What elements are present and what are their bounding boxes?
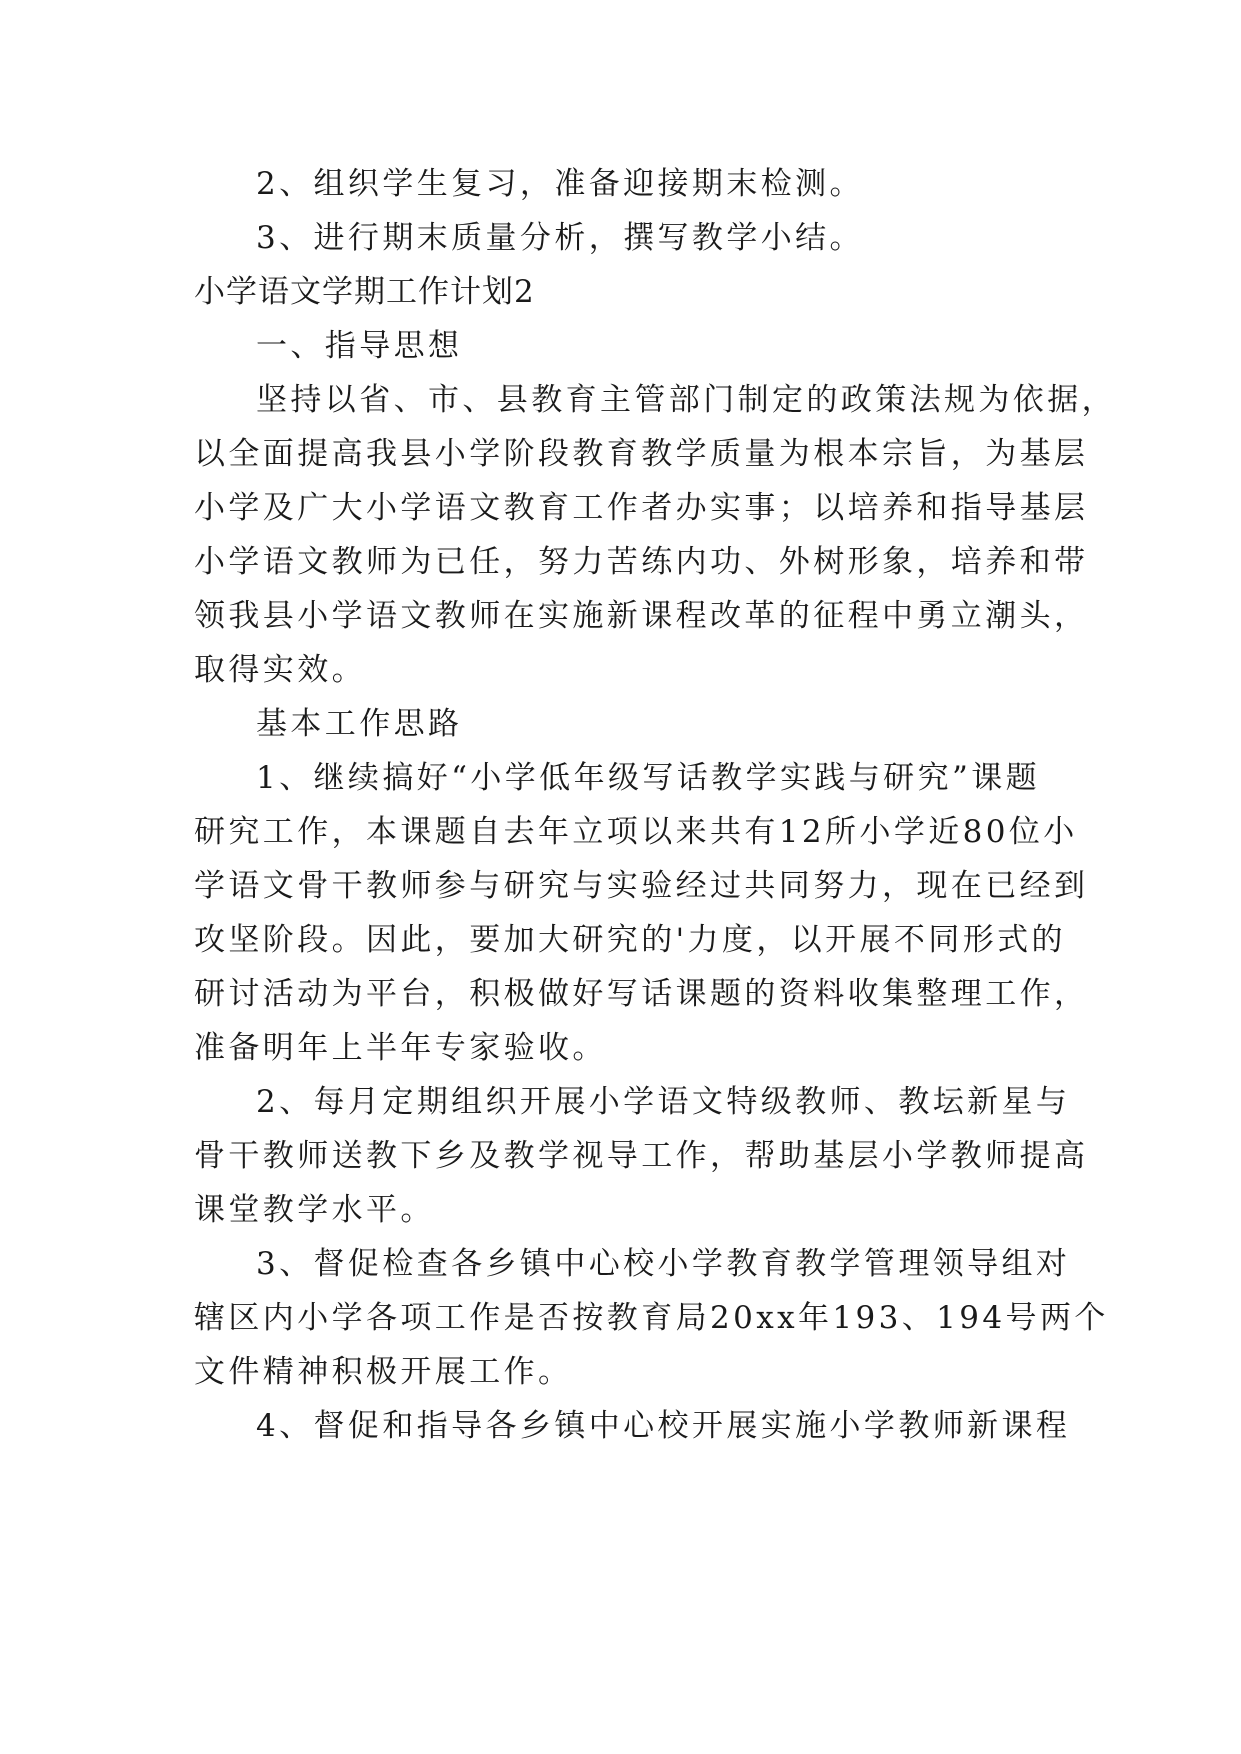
paragraph-line: 以全面提高我县小学阶段教育教学质量为根本宗旨，为基层 [194,436,1089,472]
paragraph-line: 研究工作，本课题自去年立项以来共有12所小学近80位小 [194,814,1078,850]
paragraph-line: 文件精神积极开展工作。 [194,1354,573,1390]
subsection-heading: 一、指导思想 [256,328,463,364]
paragraph-line: 学语文骨干教师参与研究与实验经过共同努力，现在已经到 [194,868,1089,904]
paragraph-line: 领我县小学语文教师在实施新课程改革的征程中勇立潮头， [194,598,1089,634]
paragraph-line: 小学语文教师为已任，努力苦练内功、外树形象，培养和带 [194,544,1089,580]
paragraph-line: 4、督促和指导各乡镇中心校开展实施小学教师新课程 [256,1408,1071,1444]
paragraph-line: 辖区内小学各项工作是否按教育局20xx年193、194号两个 [194,1300,1109,1336]
paragraph-line: 取得实效。 [194,652,366,688]
list-item: 2、组织学生复习，准备迎接期末检测。 [256,166,864,202]
paragraph-line: 骨干教师送教下乡及教学视导工作，帮助基层小学教师提高 [194,1138,1089,1174]
paragraph-line: 课堂教学水平。 [194,1192,435,1228]
paragraph-line: 2、每月定期组织开展小学语文特级教师、教坛新星与 [256,1084,1071,1120]
paragraph-line: 小学及广大小学语文教育工作者办实事；以培养和指导基层 [194,490,1089,526]
paragraph-line: 坚持以省、市、县教育主管部门制定的政策法规为依据， [256,382,1116,418]
subsection-heading: 基本工作思路 [256,706,463,742]
paragraph-line: 3、督促检查各乡镇中心校小学教育教学管理领导组对 [256,1246,1071,1282]
paragraph-line: 1、继续搞好“小学低年级写话教学实践与研究”课题 [256,760,1041,796]
paragraph-line: 研讨活动为平台，积极做好写话课题的资料收集整理工作， [194,976,1089,1012]
section-title: 小学语文学期工作计划2 [194,274,535,310]
list-item: 3、进行期末质量分析，撰写教学小结。 [256,220,864,256]
paragraph-line: 攻坚阶段。因此，要加大研究的'力度，以开展不同形式的 [194,922,1066,958]
paragraph-line: 准备明年上半年专家验收。 [194,1030,607,1066]
